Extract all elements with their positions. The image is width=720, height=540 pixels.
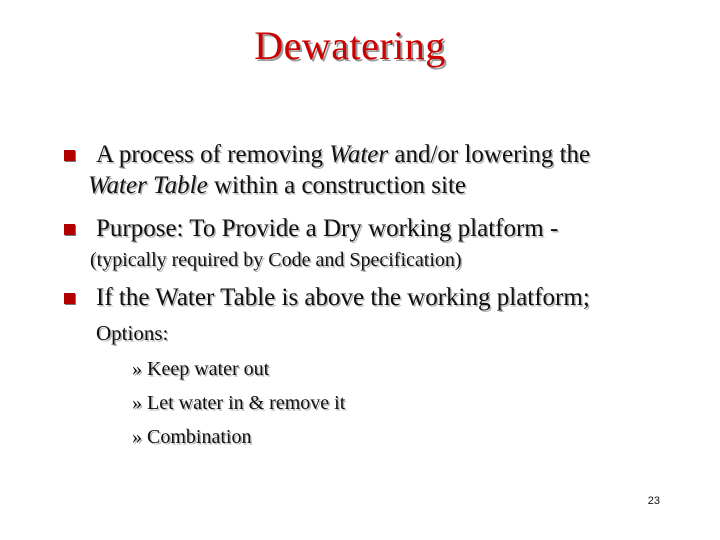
slide-title: Dewatering (254, 23, 446, 68)
bullet-1-text-c: within a construction site (207, 172, 466, 199)
bullet-1-italic-water-table: Water Table (88, 172, 208, 199)
bullet-square-icon (64, 224, 75, 235)
options-label: Options: (96, 321, 169, 345)
page-number: 23 (647, 495, 660, 507)
option-item: » Let water in & remove it (132, 392, 346, 414)
bullet-1-line-2 (88, 171, 466, 201)
option-item: » Keep water out (132, 358, 270, 380)
bullet-1-text-a: A process of removing (96, 141, 330, 168)
bullet-1-text-b: and/or lowering the (388, 141, 591, 168)
bullet-2-note: (typically required by Code and Specification) (90, 249, 462, 271)
bullet-square-icon (64, 293, 75, 304)
option-item: » Combination (132, 426, 252, 448)
bullet-1-line-1 (96, 140, 590, 170)
bullet-1-italic-water: Water (329, 141, 389, 168)
bullet-3-line-1: If the Water Table is above the working platform; (96, 284, 590, 311)
bullet-square-icon (64, 150, 75, 161)
bullet-2-line-1: Purpose: To Provide a Dry working platform - (96, 215, 559, 242)
